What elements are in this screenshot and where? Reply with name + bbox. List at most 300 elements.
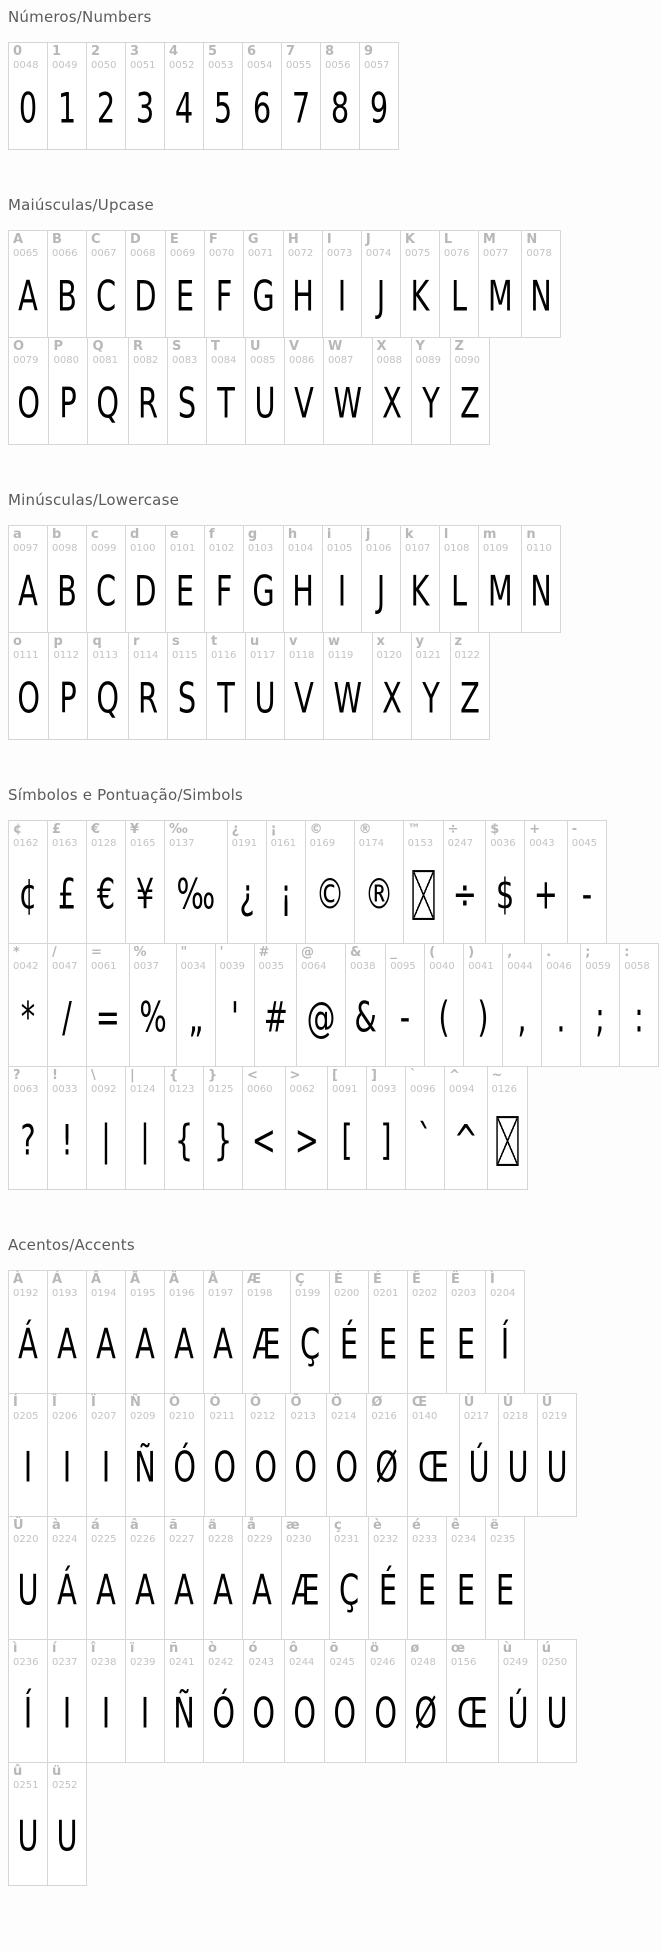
cell-unicode-code: 0244 <box>288 1656 315 1668</box>
cell-glyph-preview: Á <box>57 1566 77 1615</box>
glyph-cell <box>128 338 167 444</box>
cell-unicode-code: 0195 <box>130 1287 156 1299</box>
cell-character-label: œ <box>450 1641 466 1656</box>
cell-unicode-code: 0169 <box>309 837 336 849</box>
cell-character-label: F <box>208 232 218 247</box>
glyph-cell <box>365 1640 405 1762</box>
glyph-cell <box>524 821 567 943</box>
cell-unicode-code: 0123 <box>169 1083 195 1095</box>
cell-unicode-code: 0094 <box>449 1083 475 1095</box>
cell-character-label: è <box>372 1518 382 1533</box>
glyph-row <box>8 525 561 633</box>
cell-character-label: ] <box>371 1068 377 1083</box>
glyph-cell <box>372 633 411 739</box>
cell-unicode-code: 0251 <box>13 1779 39 1791</box>
cell-character-label: Ò <box>169 1395 181 1410</box>
cell-unicode-code: 0226 <box>130 1533 156 1545</box>
cell-glyph-preview: S <box>177 379 197 428</box>
cell-glyph-preview: Í <box>500 1320 510 1369</box>
glyph-cell <box>285 1067 328 1189</box>
cell-glyph-preview: ÷ <box>452 870 477 919</box>
cell-glyph-preview: P <box>59 674 78 723</box>
cell-character-label: ü <box>52 1764 62 1779</box>
cell-glyph-preview: ' <box>230 993 239 1042</box>
cell-glyph-preview: @ <box>306 993 336 1042</box>
cell-glyph-preview: É <box>378 1566 398 1615</box>
glyph-cell <box>444 1067 487 1189</box>
cell-glyph-preview: A <box>18 567 38 616</box>
cell-unicode-code: 0207 <box>91 1410 117 1422</box>
cell-glyph-preview: Á <box>18 1320 38 1369</box>
glyph-cell <box>125 1394 164 1516</box>
cell-glyph-preview: O <box>252 1689 276 1738</box>
cell-unicode-code: 0060 <box>247 1083 273 1095</box>
cell-unicode-code: 0034 <box>180 960 206 972</box>
cell-character-label: M <box>482 232 496 247</box>
cell-unicode-code: 0059 <box>585 960 611 972</box>
cell-unicode-code: 0115 <box>171 649 198 661</box>
glyph-row <box>8 1066 528 1190</box>
cell-unicode-code: 0230 <box>286 1533 312 1545</box>
cell-character-label: O <box>13 339 25 354</box>
cell-unicode-code: 0106 <box>365 542 392 554</box>
glyph-cell <box>9 1517 47 1639</box>
cell-character-label: } <box>208 1068 218 1083</box>
cell-character-label: Ó <box>209 1395 221 1410</box>
glyph-row <box>8 632 490 740</box>
glyph-cell <box>129 944 176 1066</box>
glyph-cell <box>48 633 87 739</box>
cell-glyph-preview: Ú <box>468 1443 490 1492</box>
glyph-cell <box>372 338 411 444</box>
cell-character-label: x <box>376 634 385 649</box>
glyph-cell <box>125 526 165 632</box>
cell-character-label: Q <box>92 339 104 354</box>
cell-character-label: l <box>443 527 449 542</box>
cell-unicode-code: 0227 <box>169 1533 195 1545</box>
cell-character-label: Ã <box>130 1272 141 1287</box>
cell-character-label: ÷ <box>447 822 459 837</box>
glyph-cell <box>125 1517 164 1639</box>
cell-glyph-preview: , <box>517 993 527 1042</box>
cell-character-label: S <box>171 339 182 354</box>
glyph-cell <box>478 526 522 632</box>
cell-glyph-preview: { <box>174 1116 194 1165</box>
cell-character-label: £ <box>52 822 62 837</box>
cell-glyph-preview: ^ <box>453 1116 478 1165</box>
cell-glyph-preview: R <box>137 379 158 428</box>
glyph-cell <box>47 43 86 149</box>
cell-glyph-preview: C <box>95 272 117 321</box>
cell-glyph-preview: 1 <box>57 84 77 133</box>
glyph-cell <box>284 338 323 444</box>
glyph-cell <box>285 1394 325 1516</box>
glyph-cell <box>361 526 400 632</box>
cell-unicode-code: 0225 <box>91 1533 117 1545</box>
cell-character-label: á <box>91 1518 100 1533</box>
cell-glyph-preview: N <box>530 567 553 616</box>
cell-unicode-code: 0080 <box>53 354 79 366</box>
glyph-cell <box>405 1640 445 1762</box>
glyph-cell <box>323 633 372 739</box>
glyph-cell <box>354 821 403 943</box>
glyph-cell <box>281 1517 329 1639</box>
cell-character-label: i <box>326 527 332 542</box>
cell-character-label: N <box>526 232 538 247</box>
glyph-cell <box>9 231 47 337</box>
cell-unicode-code: 0205 <box>13 1410 39 1422</box>
cell-glyph-preview: Ó <box>173 1443 197 1492</box>
cell-glyph-preview: F <box>215 272 233 321</box>
cell-character-label: ö <box>369 1641 379 1656</box>
cell-character-label: Œ <box>411 1395 428 1410</box>
cell-unicode-code: 0048 <box>13 59 39 71</box>
cell-glyph-preview: O <box>294 1443 318 1492</box>
cell-unicode-code: 0056 <box>325 59 351 71</box>
cell-glyph-preview: . <box>556 993 566 1042</box>
cell-character-label: U <box>249 339 261 354</box>
cell-unicode-code: 0097 <box>13 542 39 554</box>
charmap-sections <box>8 8 661 1886</box>
glyph-cell <box>47 231 86 337</box>
cell-unicode-code: 0063 <box>13 1083 39 1095</box>
cell-unicode-code: 0214 <box>330 1410 357 1422</box>
cell-glyph-preview: ! <box>61 1116 73 1165</box>
cell-glyph-preview: I <box>140 1689 150 1738</box>
glyph-cell <box>361 231 400 337</box>
cell-unicode-code: 0220 <box>13 1533 39 1545</box>
glyph-cell <box>284 633 323 739</box>
cell-unicode-code: 0035 <box>258 960 284 972</box>
glyph-cell <box>165 526 204 632</box>
cell-character-label: 3 <box>130 44 140 59</box>
cell-character-label: Û <box>541 1395 553 1410</box>
glyph-cell <box>86 1394 125 1516</box>
cell-unicode-code: 0236 <box>13 1656 39 1668</box>
glyph-cell <box>446 1640 498 1762</box>
glyph-cell <box>203 1067 242 1189</box>
glyph-cell <box>204 526 243 632</box>
glyph-cell <box>485 821 524 943</box>
cell-glyph-preview: 9 <box>369 84 389 133</box>
cell-unicode-code: 0036 <box>490 837 516 849</box>
glyph-cell <box>407 1394 459 1516</box>
glyph-cell <box>400 526 439 632</box>
cell-character-label: { <box>169 1068 179 1083</box>
glyph-cell <box>203 1517 242 1639</box>
cell-character-label: í <box>52 1641 57 1656</box>
cell-character-label: u <box>249 634 260 649</box>
cell-unicode-code: 0041 <box>468 960 494 972</box>
cell-character-label: / <box>52 945 57 960</box>
cell-glyph-preview: Æ <box>252 1320 281 1369</box>
glyph-cell <box>86 944 129 1066</box>
cell-unicode-code: 0210 <box>169 1410 195 1422</box>
cell-glyph-preview: | <box>140 1116 150 1165</box>
glyph-cell <box>305 821 354 943</box>
cell-glyph-preview: O <box>293 1689 317 1738</box>
cell-character-label: Í <box>13 1395 18 1410</box>
glyph-cell <box>450 338 489 444</box>
cell-glyph-preview: N <box>530 272 553 321</box>
cell-unicode-code: 0224 <box>52 1533 78 1545</box>
cell-character-label: n <box>526 527 536 542</box>
glyph-cell <box>176 944 215 1066</box>
cell-glyph-preview: „ <box>188 993 203 1042</box>
charmap-section <box>8 786 661 1190</box>
cell-unicode-code: 0235 <box>489 1533 516 1545</box>
cell-glyph-preview: I <box>337 567 347 616</box>
cell-glyph-preview: E <box>378 1320 398 1369</box>
glyph-cell <box>86 1067 125 1189</box>
cell-unicode-code: 0140 <box>411 1410 438 1422</box>
glyph-cell <box>245 1394 285 1516</box>
character-map-page <box>8 8 661 1886</box>
cell-character-label: D <box>130 232 141 247</box>
cell-character-label: P <box>53 339 64 354</box>
glyph-cell <box>215 944 254 1066</box>
glyph-cell <box>366 1394 406 1516</box>
cell-unicode-code: 0122 <box>454 649 480 661</box>
cell-unicode-code: 0216 <box>371 1410 397 1422</box>
cell-character-label: Ü <box>13 1518 24 1533</box>
section-rows <box>8 1270 661 1886</box>
cell-unicode-code: 0213 <box>290 1410 316 1422</box>
cell-character-label: â <box>130 1518 139 1533</box>
cell-glyph-preview: I <box>101 1443 111 1492</box>
cell-unicode-code: 0090 <box>454 354 480 366</box>
cell-glyph-preview: - <box>581 870 592 919</box>
cell-character-label: Ô <box>249 1395 262 1410</box>
glyph-cell <box>485 1517 524 1639</box>
glyph-cell <box>164 1271 203 1393</box>
cell-glyph-preview: E <box>175 567 194 616</box>
cell-unicode-code: 0086 <box>288 354 315 366</box>
cell-unicode-code: 0249 <box>502 1656 529 1668</box>
glyph-cell <box>407 1517 446 1639</box>
cell-glyph-preview: U <box>17 1812 39 1861</box>
cell-unicode-code: 0053 <box>208 59 234 71</box>
cell-character-label: B <box>52 232 62 247</box>
cell-unicode-code: 0206 <box>52 1410 78 1422</box>
cell-unicode-code: 0197 <box>208 1287 234 1299</box>
cell-unicode-code: 0064 <box>301 960 327 972</box>
cell-character-label: W <box>327 339 343 354</box>
cell-character-label: ¡ <box>270 822 277 837</box>
cell-glyph-preview: Y <box>421 674 440 723</box>
glyph-cell <box>446 1271 485 1393</box>
cell-character-label: ^ <box>449 1068 460 1083</box>
cell-character-label: m <box>482 527 497 542</box>
cell-character-label: w <box>327 634 340 649</box>
cell-character-label: ‰ <box>169 822 188 837</box>
cell-glyph-preview: £ <box>57 870 77 919</box>
glyph-cell <box>47 1394 86 1516</box>
glyph-cell <box>87 338 127 444</box>
cell-glyph-preview: 7 <box>291 84 311 133</box>
glyph-cell <box>407 1271 446 1393</box>
cell-unicode-code: 0091 <box>332 1083 358 1095</box>
glyph-cell <box>385 944 424 1066</box>
cell-unicode-code: 0247 <box>447 837 474 849</box>
cell-unicode-code: 0043 <box>529 837 555 849</box>
cell-unicode-code: 0202 <box>411 1287 438 1299</box>
glyph-cell <box>439 526 478 632</box>
cell-character-label: L <box>443 232 453 247</box>
glyph-cell <box>537 1640 576 1762</box>
cell-character-label: ò <box>208 1641 217 1656</box>
cell-unicode-code: 0121 <box>415 649 441 661</box>
cell-unicode-code: 0065 <box>13 247 39 259</box>
cell-glyph-preview: U <box>546 1689 568 1738</box>
cell-unicode-code: 0209 <box>130 1410 156 1422</box>
glyph-row <box>8 1270 525 1394</box>
cell-unicode-code: 0234 <box>450 1533 477 1545</box>
cell-glyph-preview: G <box>252 272 275 321</box>
glyph-cell <box>283 231 322 337</box>
cell-unicode-code: 0196 <box>169 1287 195 1299</box>
glyph-cell <box>242 1271 290 1393</box>
glyph-cell <box>128 633 167 739</box>
cell-unicode-code: 0161 <box>270 837 297 849</box>
cell-character-label: \ <box>91 1068 96 1083</box>
glyph-cell <box>541 944 580 1066</box>
cell-glyph-preview <box>412 848 434 941</box>
cell-character-label: ® <box>358 822 372 837</box>
glyph-cell <box>86 526 125 632</box>
cell-glyph-preview: J <box>376 272 386 321</box>
cell-glyph-preview: © <box>315 870 345 919</box>
cell-unicode-code: 0198 <box>247 1287 273 1299</box>
cell-glyph-preview: D <box>134 272 157 321</box>
glyph-cell <box>368 1517 407 1639</box>
cell-character-label: Æ <box>247 1272 262 1287</box>
cell-glyph-preview: ‰ <box>176 870 216 919</box>
cell-character-label: € <box>91 822 101 837</box>
cell-glyph-preview: % <box>138 993 167 1042</box>
cell-character-label: ó <box>248 1641 258 1656</box>
cell-unicode-code: 0105 <box>326 542 353 554</box>
cell-glyph-preview: Y <box>421 379 440 428</box>
cell-character-label: C <box>91 232 101 247</box>
glyph-cell <box>9 1067 47 1189</box>
glyph-cell <box>498 1640 537 1762</box>
glyph-cell <box>405 1067 444 1189</box>
cell-unicode-code: 0051 <box>130 59 156 71</box>
cell-character-label: R <box>132 339 143 354</box>
cell-glyph-preview: Ñ <box>134 1443 156 1492</box>
cell-character-label: ä <box>208 1518 217 1533</box>
cell-glyph-preview: + <box>533 870 559 919</box>
cell-unicode-code: 0079 <box>13 354 39 366</box>
glyph-cell <box>9 944 47 1066</box>
cell-character-label: ¥ <box>130 822 140 837</box>
glyph-row <box>8 943 659 1067</box>
glyph-cell <box>450 633 489 739</box>
cell-character-label: ù <box>502 1641 512 1656</box>
cell-unicode-code: 0071 <box>247 247 274 259</box>
cell-unicode-code: 0120 <box>376 649 402 661</box>
cell-glyph-preview: A <box>135 1320 155 1369</box>
glyph-cell <box>9 1394 47 1516</box>
section-title: Minúsculas/Lowercase <box>8 491 180 509</box>
cell-unicode-code: 0243 <box>248 1656 274 1668</box>
cell-character-label: + <box>529 822 541 837</box>
glyph-cell <box>87 633 127 739</box>
glyph-cell <box>227 821 266 943</box>
cell-glyph-preview: D <box>134 567 157 616</box>
cell-unicode-code: 0095 <box>390 960 416 972</box>
cell-unicode-code: 0062 <box>289 1083 315 1095</box>
cell-glyph-preview: E <box>456 1320 476 1369</box>
cell-character-label: Å <box>208 1272 219 1287</box>
cell-unicode-code: 0078 <box>526 247 552 259</box>
cell-glyph-preview: 3 <box>135 84 155 133</box>
cell-character-label: a <box>13 527 22 542</box>
cell-glyph-preview: A <box>213 1320 233 1369</box>
cell-unicode-code: 0057 <box>364 59 390 71</box>
section-title: Símbolos e Pontuação/Simbols <box>8 786 243 804</box>
cell-character-label: A <box>13 232 24 247</box>
glyph-cell <box>47 1271 86 1393</box>
glyph-cell <box>243 526 283 632</box>
cell-character-label: ? <box>13 1068 21 1083</box>
cell-glyph-preview: [ <box>341 1116 353 1165</box>
cell-unicode-code: 0228 <box>208 1533 234 1545</box>
glyph-cell <box>283 526 322 632</box>
cell-unicode-code: 0108 <box>443 542 470 554</box>
cell-glyph-preview: E <box>495 1566 515 1615</box>
cell-glyph-preview: - <box>400 993 411 1042</box>
glyph-cell <box>521 231 560 337</box>
cell-unicode-code: 0049 <box>52 59 78 71</box>
cell-unicode-code: 0110 <box>526 542 552 554</box>
cell-glyph-preview: } <box>213 1116 233 1165</box>
glyph-cell <box>9 821 47 943</box>
cell-character-label: $ <box>490 822 500 837</box>
cell-unicode-code: 0212 <box>249 1410 276 1422</box>
cell-unicode-code: 0081 <box>92 354 118 366</box>
cell-glyph-preview: X <box>381 674 402 723</box>
glyph-cell <box>403 821 443 943</box>
cell-character-label: Á <box>52 1272 63 1287</box>
glyph-cell <box>204 231 243 337</box>
cell-unicode-code: 0218 <box>502 1410 529 1422</box>
cell-unicode-code: 0098 <box>52 542 78 554</box>
cell-character-label: q <box>92 634 102 649</box>
cell-glyph-preview: & <box>354 993 377 1042</box>
cell-glyph-preview: * <box>20 993 36 1042</box>
charmap-section <box>8 196 661 445</box>
cell-character-label: ø <box>410 1641 420 1656</box>
cell-unicode-code: 0075 <box>404 247 431 259</box>
cell-unicode-code: 0102 <box>208 542 235 554</box>
cell-character-label: ê <box>450 1518 460 1533</box>
cell-unicode-code: 0055 <box>286 59 312 71</box>
glyph-cell <box>47 526 86 632</box>
glyph-cell <box>9 43 47 149</box>
glyph-cell <box>243 231 283 337</box>
cell-glyph-preview: A <box>135 1566 155 1615</box>
cell-glyph-preview: ¢ <box>18 870 38 919</box>
cell-unicode-code: 0074 <box>365 247 392 259</box>
cell-glyph-preview: Œ <box>456 1689 488 1738</box>
cell-glyph-preview: | <box>101 1116 111 1165</box>
cell-character-label: [ <box>332 1068 338 1083</box>
cell-character-label: © <box>309 822 323 837</box>
cell-character-label: Ê <box>411 1272 421 1287</box>
cell-glyph-preview: O <box>17 379 41 428</box>
